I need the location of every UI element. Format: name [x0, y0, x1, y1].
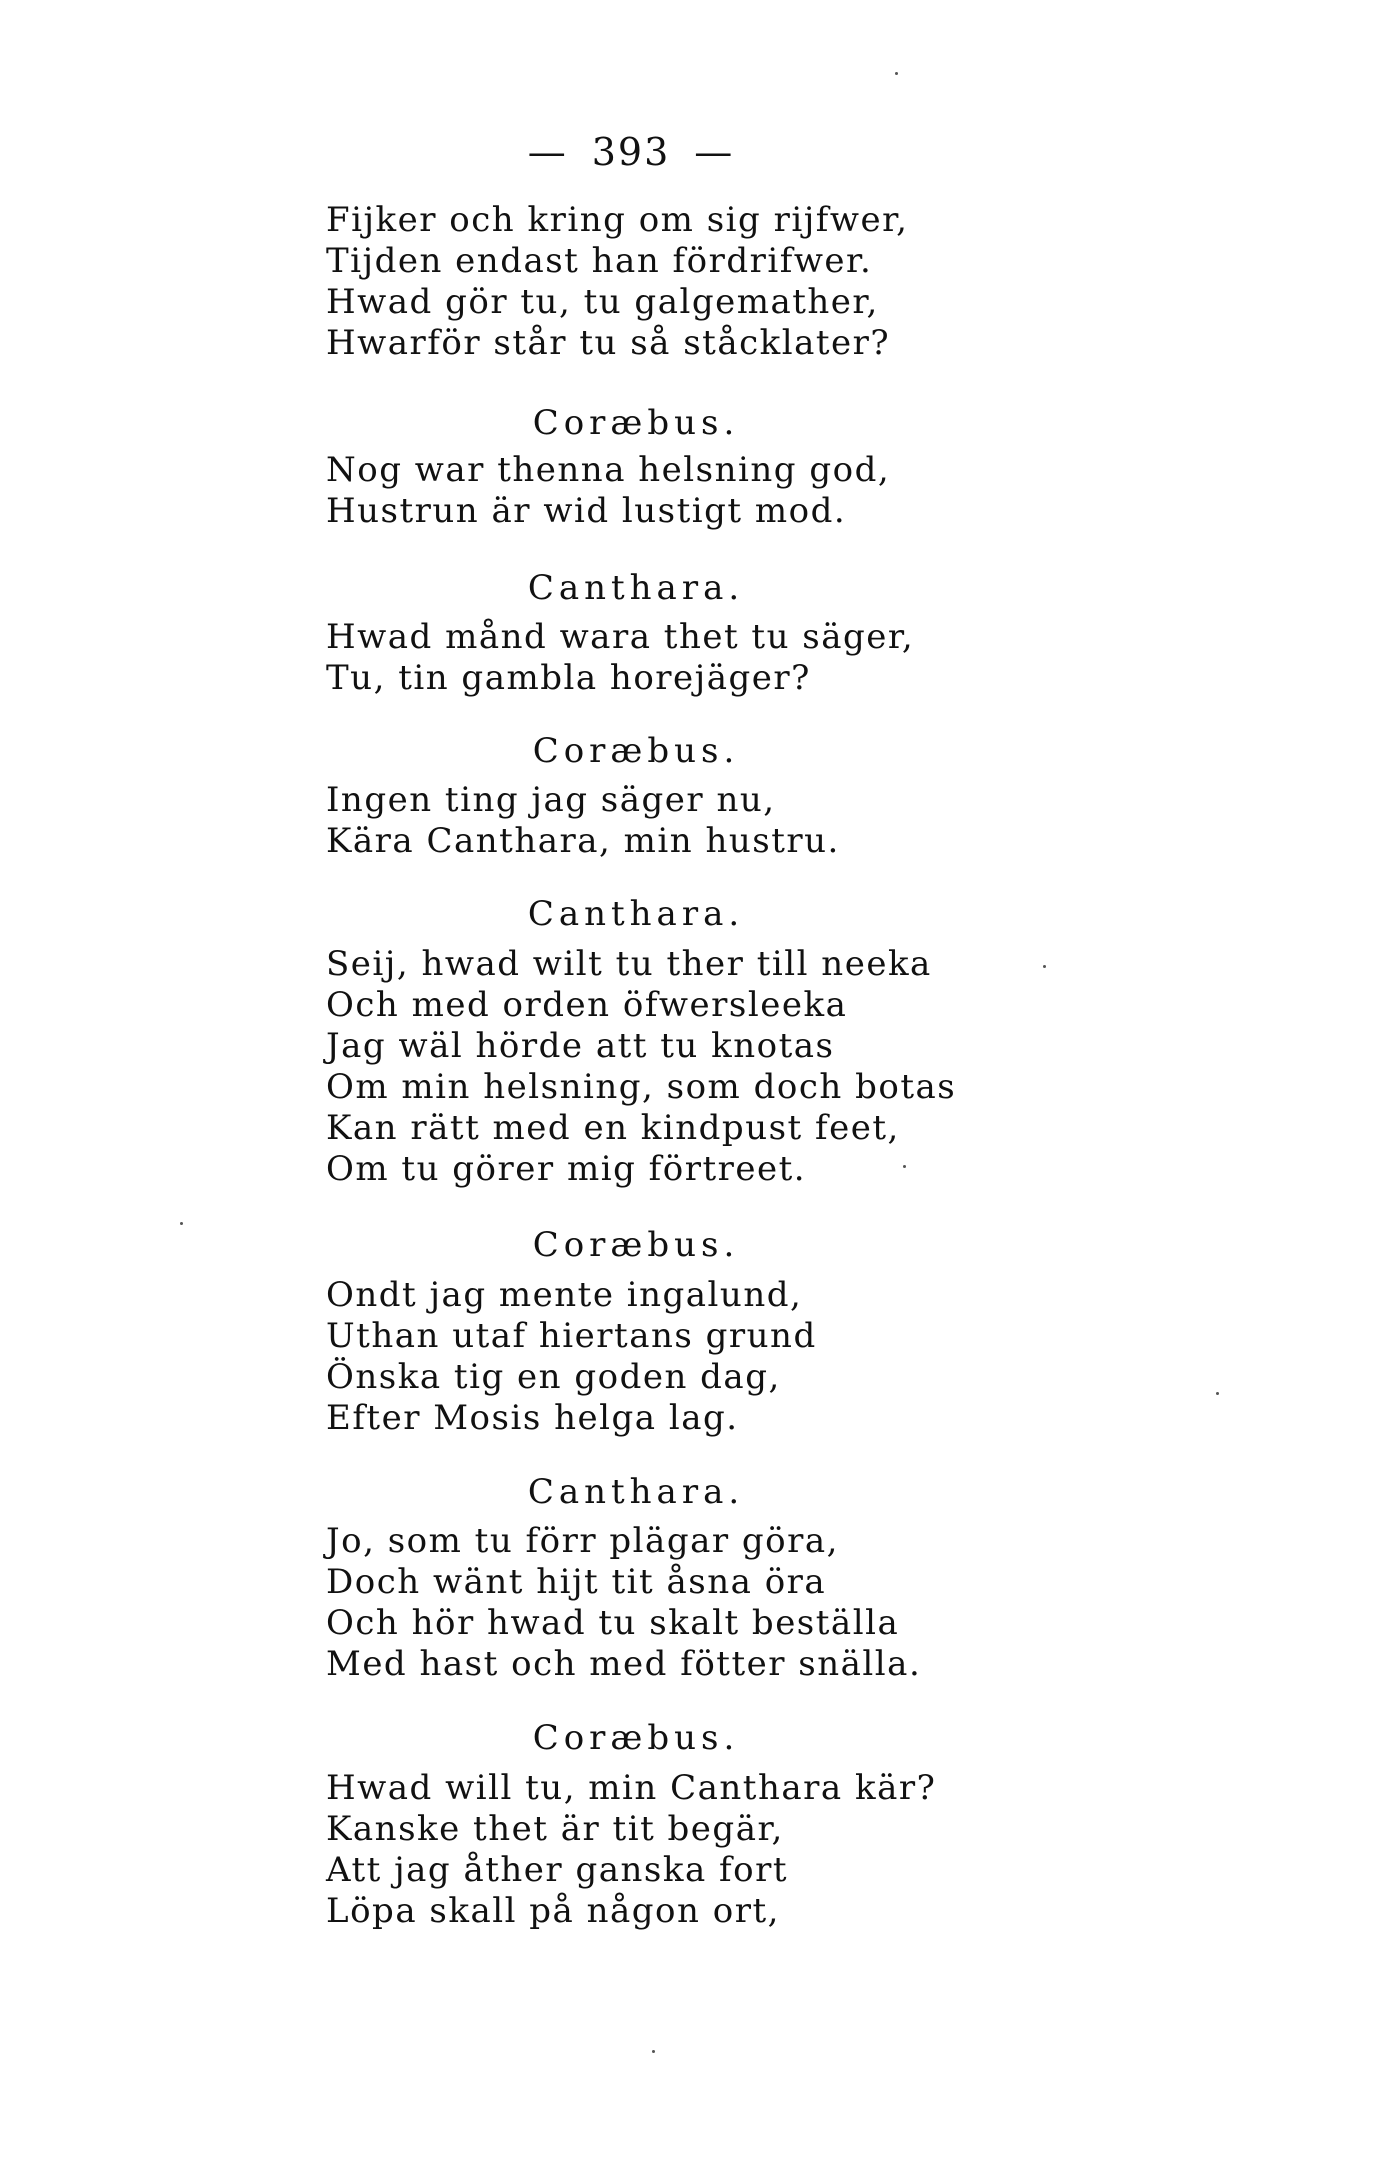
speaker-heading: Coræbus. [532, 731, 740, 771]
verse-line: Ondt jag mente ingalund, [326, 1275, 803, 1315]
verse-line: Kära Canthara, min hustru. [326, 821, 840, 861]
print-speck [903, 1165, 906, 1168]
verse-line: Seij, hwad wilt tu ther till neeka [326, 944, 932, 984]
stanza-7 [326, 1768, 946, 1932]
print-speck [1043, 965, 1046, 968]
verse-line: Jag wäl hörde att tu knotas [326, 1026, 835, 1066]
stanza-0 [326, 200, 946, 364]
speaker-heading: Coræbus. [532, 1225, 740, 1265]
verse-line: Ingen ting jag säger nu, [326, 780, 776, 820]
stanza-3 [326, 780, 946, 862]
verse-line: Hwad will tu, min Canthara kär? [326, 1768, 937, 1808]
speaker-heading: Canthara. [527, 1472, 745, 1512]
verse-line: Hwad gör tu, tu galgemather, [326, 282, 879, 322]
verse-line: Jo, som tu förr plägar göra, [326, 1521, 839, 1561]
header-dash-right: — [694, 130, 735, 174]
verse-line: Hustrun är wid lustigt mod. [326, 491, 847, 531]
verse-line: Och hör hwad tu skalt beställa [326, 1603, 900, 1643]
verse-line: Doch wänt hijt tit åsna öra [326, 1562, 827, 1602]
verse-line: Och med orden öfwersleeka [326, 985, 848, 1025]
print-speck [1216, 1392, 1219, 1395]
stanza-4 [326, 944, 957, 1190]
verse-line: Om min helsning, som doch botas [326, 1067, 957, 1107]
verse-line: Fijker och kring om sig rijfwer, [326, 200, 909, 240]
verse-line: Önska tig en goden dag, [326, 1357, 781, 1397]
verse-line: Efter Mosis helga lag. [326, 1398, 739, 1438]
verse-line: Hwad månd wara thet tu säger, [326, 617, 915, 657]
page-header [0, 130, 1262, 174]
verse-line: Med hast och med fötter snälla. [326, 1644, 922, 1684]
print-speck [180, 1222, 183, 1225]
speaker-heading: Canthara. [527, 568, 745, 608]
page-number: 393 [591, 130, 671, 174]
verse-line: Kan rätt med en kindpust feet, [326, 1108, 900, 1148]
verse-line: Löpa skall på någon ort, [326, 1891, 780, 1931]
stanza-5 [326, 1275, 946, 1439]
speaker-heading: Canthara. [527, 894, 745, 934]
print-speck [652, 2050, 655, 2053]
stanza-1 [326, 450, 946, 532]
verse-line: Hwarför står tu så ståcklater? [326, 323, 891, 363]
verse-line: Att jag åther ganska fort [326, 1850, 789, 1890]
verse-line: Kanske thet är tit begär, [326, 1809, 784, 1849]
header-dash-left: — [527, 130, 568, 174]
verse-line: Nog war thenna helsning god, [326, 450, 891, 490]
print-speck [895, 72, 898, 75]
speaker-heading: Coræbus. [532, 1718, 740, 1758]
verse-line: Tijden endast han fördrifwer. [326, 241, 873, 281]
stanza-2 [326, 617, 946, 699]
verse-line: Om tu görer mig förtreet. [326, 1149, 807, 1189]
verse-line: Tu, tin gambla horejäger? [326, 658, 811, 698]
stanza-6 [326, 1521, 946, 1685]
speaker-heading: Coræbus. [532, 403, 740, 443]
verse-line: Uthan utaf hiertans grund [326, 1316, 817, 1356]
